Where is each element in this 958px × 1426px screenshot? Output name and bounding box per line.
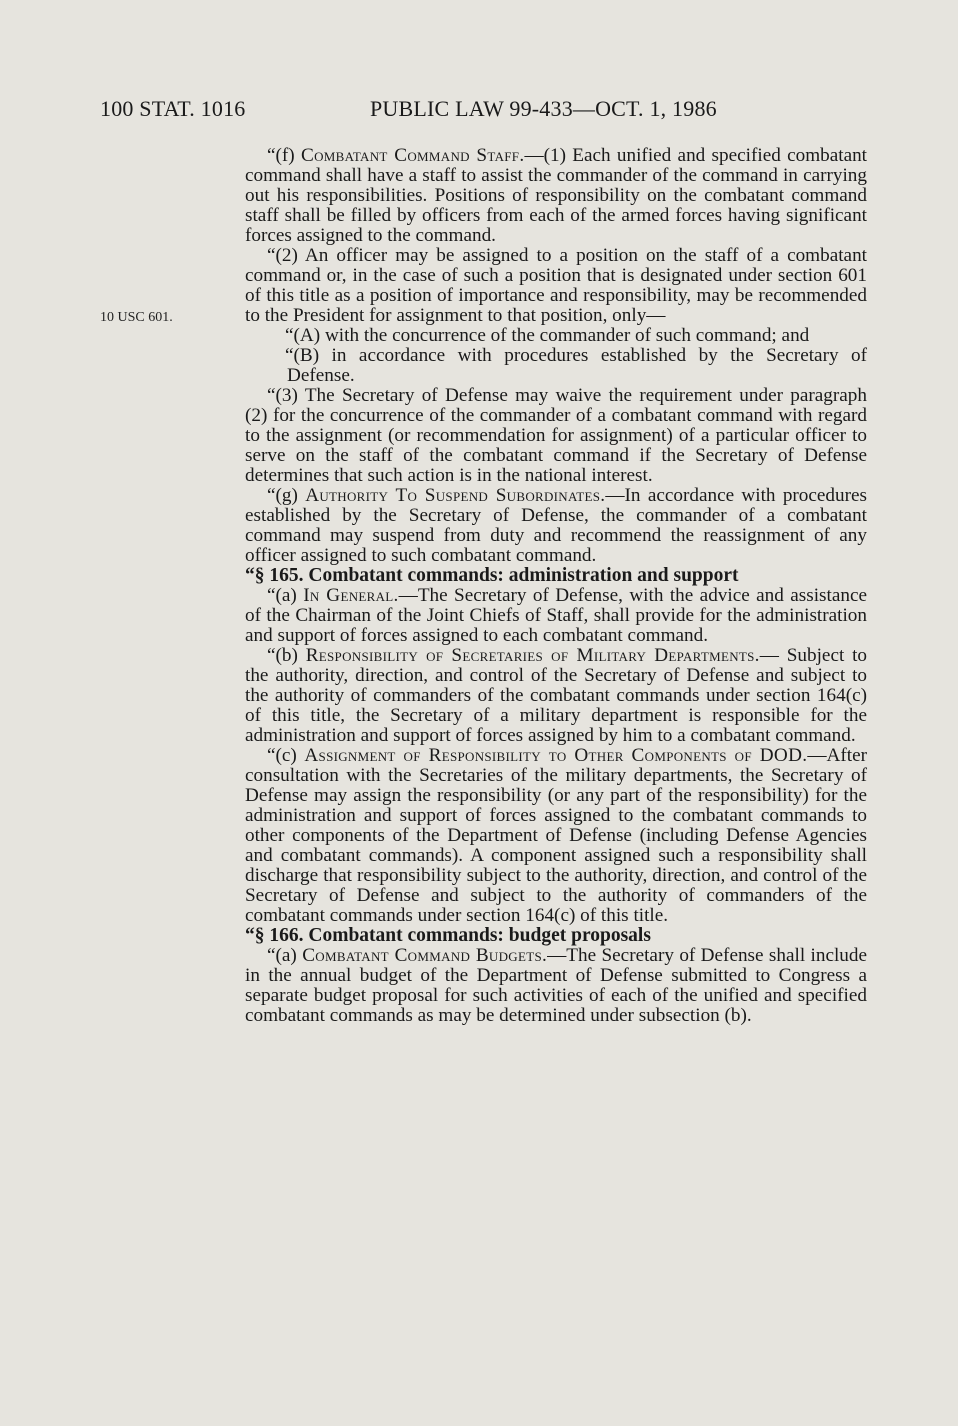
subsection-f-paragraph-2: “(2) An officer may be assigned to a position on the staff of a combatant command or, in the case of such a position that is designated under section 601 of this title as a position of importance and responsibility, may be recommended to the President for assignment to that position, only— <box>245 245 867 326</box>
section-165-b-heading: Responsibility of Secretaries of Military Departments. <box>305 645 760 666</box>
section-165-a-heading: In General. <box>303 585 399 606</box>
subsection-f-paragraph-1: “(f) Combatant Command Staff.—(1) Each unified and specified combatant command shall have a staff to assist the commander of the command in carrying out his responsibilities. Positions of responsibility on the combatant command staff shall be filled by officers from each of the armed forces having significant forces assigned to the command. <box>245 145 868 246</box>
law-citation: PUBLIC LAW 99-433—OCT. 1, 1986 <box>370 96 717 121</box>
margin-note-10-usc-601: 10 USC 601. <box>100 310 173 325</box>
section-165-subsection-b: “(b) Responsibility of Secretaries of Military Departments.— Subject to the authority, direction, and control of the Secretary of Defense and subject to the authority of commanders of the combatant commands under section 164(c) of this title, the Secretary of a military department is responsible for the administration and support of forces assigned by him to a combatant command. <box>245 645 868 746</box>
section-166-heading: “§ 166. Combatant commands: budget proposals <box>245 925 651 946</box>
subsection-f-heading: Combatant Command Staff. <box>300 145 525 166</box>
stat-citation: 100 STAT. 1016 <box>100 96 246 121</box>
section-166-a-heading: Combatant Command Budgets. <box>302 945 548 966</box>
subsection-f-paragraph-3: “(3) The Secretary of Defense may waive the requirement under paragraph (2) for the concurrence of the commander of a combatant command with regard to the assignment (or recommendation for assignment) of a particular officer to serve on the staff of the combatant command if the Secretary of Defense determines that such action is in the national interest. <box>245 385 867 486</box>
subsection-g: “(g) Authority To Suspend Subordinates.—In accordance with procedures established by the Secretary of Defense, the commander of a combatant command may suspend from duty and recommend the reassignment of any officer assigned to such combatant command. <box>245 485 867 566</box>
document-body <box>245 146 867 1026</box>
section-166-subsection-a: “(a) Combatant Command Budgets.—The Secretary of Defense shall include in the annual budget of the Department of Defense submitted to Congress a separate budget proposal for such activities of each of the unified and specified combatant commands as may be determined under subsection (b). <box>245 945 868 1026</box>
section-165-subsection-c: “(c) Assignment of Responsibility to Other Components of DOD.—After consultation with the Secretaries of the military departments, the Secretary of Defense may assign the responsibility (or any part of the responsibility) for the administration and support of forces assigned to the combatant commands to other components of the Department of Defense (including Defense Agencies and combatant commands). A component assigned such a responsibility shall discharge that responsibility subject to the authority, direction, and control of the Secretary of Defense and subject to the authority of commanders of the combatant commands under section 164(c) of this title. <box>245 745 867 926</box>
subsection-f-subparagraph-b: “(B) in accordance with procedures established by the Secretary of Defense. <box>285 345 867 386</box>
subsection-g-heading: Authority To Suspend Subordinates. <box>305 485 606 506</box>
section-165-heading: “§ 165. Combatant commands: administration and support <box>245 565 739 586</box>
section-165-c-heading: Assignment of Responsibility to Other Components of DOD. <box>304 745 808 766</box>
subsection-f-subparagraph-a: “(A) with the concurrence of the commander of such command; and <box>285 325 810 346</box>
section-165-subsection-a: “(a) In General.—The Secretary of Defense, with the advice and assistance of the Chairman of the Joint Chiefs of Staff, shall provide for the administration and support of forces assigned to each combatant command. <box>245 585 867 646</box>
